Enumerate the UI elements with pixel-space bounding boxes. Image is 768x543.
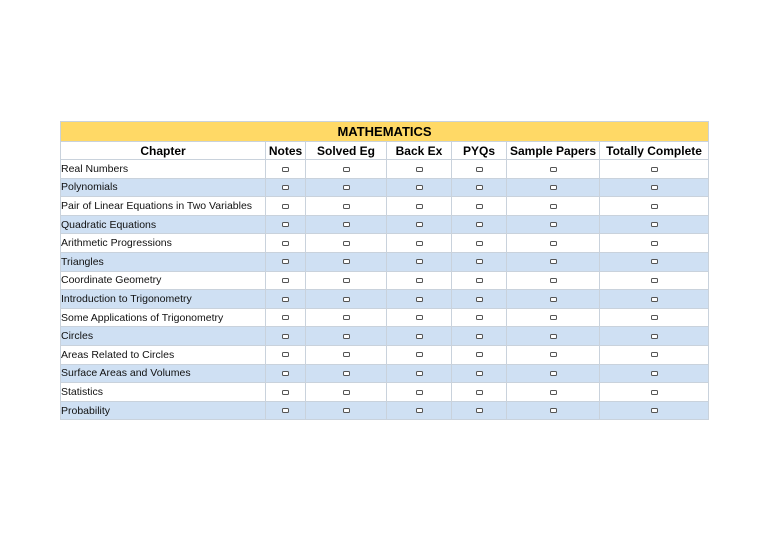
solved-eg-cell xyxy=(306,308,387,327)
totally-complete-cell xyxy=(600,178,709,197)
totally-complete-checkbox[interactable] xyxy=(651,241,658,246)
pyqs-checkbox[interactable] xyxy=(476,297,483,302)
notes-cell xyxy=(266,345,306,364)
column-header-chapter: Chapter xyxy=(61,142,266,160)
back-ex-cell xyxy=(387,327,452,346)
notes-cell xyxy=(266,290,306,309)
back-ex-checkbox[interactable] xyxy=(416,278,423,283)
totally-complete-cell xyxy=(600,401,709,420)
pyqs-checkbox[interactable] xyxy=(476,259,483,264)
column-header-sample-papers: Sample Papers xyxy=(507,142,600,160)
sample-papers-cell xyxy=(507,160,600,179)
back-ex-cell xyxy=(387,178,452,197)
table-row xyxy=(61,197,709,216)
sample-papers-cell xyxy=(507,197,600,216)
pyqs-checkbox[interactable] xyxy=(476,371,483,376)
chapter-name: Triangles xyxy=(61,252,266,271)
totally-complete-checkbox[interactable] xyxy=(651,371,658,376)
totally-complete-checkbox[interactable] xyxy=(651,222,658,227)
notes-checkbox[interactable] xyxy=(282,408,289,413)
solved-eg-checkbox[interactable] xyxy=(343,204,350,209)
notes-checkbox[interactable] xyxy=(282,315,289,320)
pyqs-cell xyxy=(452,215,507,234)
totally-complete-checkbox[interactable] xyxy=(651,167,658,172)
pyqs-cell xyxy=(452,197,507,216)
solved-eg-cell xyxy=(306,401,387,420)
back-ex-checkbox[interactable] xyxy=(416,371,423,376)
notes-cell xyxy=(266,271,306,290)
solved-eg-cell xyxy=(306,197,387,216)
back-ex-checkbox[interactable] xyxy=(416,259,423,264)
totally-complete-cell xyxy=(600,215,709,234)
pyqs-cell xyxy=(452,290,507,309)
pyqs-checkbox[interactable] xyxy=(476,315,483,320)
sample-papers-checkbox[interactable] xyxy=(550,352,557,357)
notes-cell xyxy=(266,401,306,420)
totally-complete-checkbox[interactable] xyxy=(651,278,658,283)
solved-eg-cell xyxy=(306,327,387,346)
sample-papers-checkbox[interactable] xyxy=(550,222,557,227)
notes-checkbox[interactable] xyxy=(282,241,289,246)
back-ex-cell xyxy=(387,160,452,179)
chapter-name: Pair of Linear Equations in Two Variables xyxy=(61,197,266,216)
notes-checkbox[interactable] xyxy=(282,204,289,209)
totally-complete-cell xyxy=(600,271,709,290)
back-ex-checkbox[interactable] xyxy=(416,222,423,227)
header-row xyxy=(61,142,709,160)
pyqs-checkbox[interactable] xyxy=(476,278,483,283)
sample-papers-checkbox[interactable] xyxy=(550,315,557,320)
sample-papers-checkbox[interactable] xyxy=(550,259,557,264)
pyqs-checkbox[interactable] xyxy=(476,241,483,246)
back-ex-cell xyxy=(387,383,452,402)
back-ex-checkbox[interactable] xyxy=(416,297,423,302)
pyqs-checkbox[interactable] xyxy=(476,204,483,209)
chapter-name: Surface Areas and Volumes xyxy=(61,364,266,383)
table-row xyxy=(61,327,709,346)
column-header-totally-complete: Totally Complete xyxy=(600,142,709,160)
pyqs-cell xyxy=(452,234,507,253)
sample-papers-cell xyxy=(507,215,600,234)
table-row xyxy=(61,364,709,383)
pyqs-checkbox[interactable] xyxy=(476,185,483,190)
table-row xyxy=(61,290,709,309)
back-ex-cell xyxy=(387,215,452,234)
back-ex-cell xyxy=(387,345,452,364)
back-ex-checkbox[interactable] xyxy=(416,185,423,190)
sample-papers-checkbox[interactable] xyxy=(550,204,557,209)
totally-complete-cell xyxy=(600,252,709,271)
back-ex-checkbox[interactable] xyxy=(416,408,423,413)
solved-eg-checkbox[interactable] xyxy=(343,259,350,264)
table-row xyxy=(61,160,709,179)
notes-cell xyxy=(266,383,306,402)
totally-complete-cell xyxy=(600,234,709,253)
solved-eg-checkbox[interactable] xyxy=(343,297,350,302)
notes-cell xyxy=(266,327,306,346)
pyqs-cell xyxy=(452,160,507,179)
solved-eg-checkbox[interactable] xyxy=(343,334,350,339)
totally-complete-cell xyxy=(600,364,709,383)
chapter-name: Introduction to Trigonometry xyxy=(61,290,266,309)
back-ex-cell xyxy=(387,308,452,327)
table-row xyxy=(61,401,709,420)
solved-eg-cell xyxy=(306,215,387,234)
back-ex-cell xyxy=(387,290,452,309)
table-title: MATHEMATICS xyxy=(61,122,709,142)
solved-eg-checkbox[interactable] xyxy=(343,315,350,320)
notes-checkbox[interactable] xyxy=(282,297,289,302)
notes-checkbox[interactable] xyxy=(282,371,289,376)
totally-complete-checkbox[interactable] xyxy=(651,390,658,395)
pyqs-cell xyxy=(452,401,507,420)
table-row xyxy=(61,178,709,197)
back-ex-cell xyxy=(387,252,452,271)
column-header-pyqs: PYQs xyxy=(452,142,507,160)
totally-complete-checkbox[interactable] xyxy=(651,185,658,190)
pyqs-checkbox[interactable] xyxy=(476,408,483,413)
solved-eg-cell xyxy=(306,364,387,383)
solved-eg-checkbox[interactable] xyxy=(343,352,350,357)
pyqs-cell xyxy=(452,308,507,327)
pyqs-cell xyxy=(452,252,507,271)
table-row xyxy=(61,345,709,364)
chapter-name: Circles xyxy=(61,327,266,346)
sample-papers-cell xyxy=(507,252,600,271)
totally-complete-checkbox[interactable] xyxy=(651,352,658,357)
solved-eg-checkbox[interactable] xyxy=(343,167,350,172)
chapter-name: Areas Related to Circles xyxy=(61,345,266,364)
pyqs-checkbox[interactable] xyxy=(476,222,483,227)
notes-cell xyxy=(266,160,306,179)
solved-eg-checkbox[interactable] xyxy=(343,408,350,413)
solved-eg-cell xyxy=(306,290,387,309)
sample-papers-cell xyxy=(507,364,600,383)
pyqs-cell xyxy=(452,383,507,402)
sample-papers-cell xyxy=(507,178,600,197)
sample-papers-checkbox[interactable] xyxy=(550,241,557,246)
solved-eg-checkbox[interactable] xyxy=(343,222,350,227)
totally-complete-cell xyxy=(600,327,709,346)
chapter-name: Arithmetic Progressions xyxy=(61,234,266,253)
column-header-notes: Notes xyxy=(266,142,306,160)
back-ex-checkbox[interactable] xyxy=(416,204,423,209)
pyqs-cell xyxy=(452,345,507,364)
notes-checkbox[interactable] xyxy=(282,259,289,264)
totally-complete-cell xyxy=(600,308,709,327)
table-row xyxy=(61,271,709,290)
pyqs-cell xyxy=(452,364,507,383)
notes-cell xyxy=(266,197,306,216)
notes-cell xyxy=(266,252,306,271)
notes-checkbox[interactable] xyxy=(282,334,289,339)
back-ex-checkbox[interactable] xyxy=(416,167,423,172)
sample-papers-cell xyxy=(507,234,600,253)
totally-complete-checkbox[interactable] xyxy=(651,204,658,209)
sample-papers-cell xyxy=(507,327,600,346)
solved-eg-cell xyxy=(306,345,387,364)
sample-papers-cell xyxy=(507,383,600,402)
notes-cell xyxy=(266,215,306,234)
solved-eg-checkbox[interactable] xyxy=(343,371,350,376)
table-row xyxy=(61,308,709,327)
back-ex-checkbox[interactable] xyxy=(416,241,423,246)
notes-cell xyxy=(266,178,306,197)
notes-cell xyxy=(266,364,306,383)
notes-cell xyxy=(266,308,306,327)
chapter-name: Some Applications of Trigonometry xyxy=(61,308,266,327)
chapter-name: Statistics xyxy=(61,383,266,402)
table-row xyxy=(61,383,709,402)
sample-papers-checkbox[interactable] xyxy=(550,334,557,339)
totally-complete-cell xyxy=(600,345,709,364)
pyqs-cell xyxy=(452,271,507,290)
back-ex-checkbox[interactable] xyxy=(416,390,423,395)
sample-papers-checkbox[interactable] xyxy=(550,390,557,395)
totally-complete-cell xyxy=(600,197,709,216)
column-header-back-ex: Back Ex xyxy=(387,142,452,160)
solved-eg-cell xyxy=(306,160,387,179)
sample-papers-cell xyxy=(507,271,600,290)
totally-complete-cell xyxy=(600,383,709,402)
back-ex-cell xyxy=(387,401,452,420)
chapter-name: Probability xyxy=(61,401,266,420)
solved-eg-cell xyxy=(306,234,387,253)
back-ex-checkbox[interactable] xyxy=(416,352,423,357)
sample-papers-checkbox[interactable] xyxy=(550,408,557,413)
totally-complete-cell xyxy=(600,290,709,309)
pyqs-checkbox[interactable] xyxy=(476,352,483,357)
pyqs-cell xyxy=(452,327,507,346)
totally-complete-cell xyxy=(600,160,709,179)
sample-papers-cell xyxy=(507,345,600,364)
sample-papers-checkbox[interactable] xyxy=(550,371,557,376)
sample-papers-checkbox[interactable] xyxy=(550,185,557,190)
sample-papers-cell xyxy=(507,308,600,327)
solved-eg-checkbox[interactable] xyxy=(343,390,350,395)
solved-eg-checkbox[interactable] xyxy=(343,241,350,246)
back-ex-checkbox[interactable] xyxy=(416,334,423,339)
notes-checkbox[interactable] xyxy=(282,222,289,227)
totally-complete-checkbox[interactable] xyxy=(651,315,658,320)
solved-eg-cell xyxy=(306,178,387,197)
chapter-name: Coordinate Geometry xyxy=(61,271,266,290)
pyqs-cell xyxy=(452,178,507,197)
back-ex-checkbox[interactable] xyxy=(416,315,423,320)
totally-complete-checkbox[interactable] xyxy=(651,297,658,302)
solved-eg-checkbox[interactable] xyxy=(343,185,350,190)
table-row xyxy=(61,215,709,234)
notes-checkbox[interactable] xyxy=(282,278,289,283)
pyqs-checkbox[interactable] xyxy=(476,334,483,339)
chapter-name: Polynomials xyxy=(61,178,266,197)
solved-eg-cell xyxy=(306,252,387,271)
notes-checkbox[interactable] xyxy=(282,390,289,395)
totally-complete-checkbox[interactable] xyxy=(651,259,658,264)
solved-eg-checkbox[interactable] xyxy=(343,278,350,283)
notes-cell xyxy=(266,234,306,253)
sample-papers-cell xyxy=(507,290,600,309)
mathematics-tracker-table xyxy=(60,121,709,420)
column-header-solved-eg: Solved Eg xyxy=(306,142,387,160)
totally-complete-checkbox[interactable] xyxy=(651,334,658,339)
table-row xyxy=(61,252,709,271)
notes-checkbox[interactable] xyxy=(282,352,289,357)
pyqs-checkbox[interactable] xyxy=(476,390,483,395)
sample-papers-checkbox[interactable] xyxy=(550,297,557,302)
back-ex-cell xyxy=(387,197,452,216)
back-ex-cell xyxy=(387,271,452,290)
pyqs-checkbox[interactable] xyxy=(476,167,483,172)
sample-papers-checkbox[interactable] xyxy=(550,167,557,172)
notes-checkbox[interactable] xyxy=(282,167,289,172)
solved-eg-cell xyxy=(306,271,387,290)
notes-checkbox[interactable] xyxy=(282,185,289,190)
chapter-name: Quadratic Equations xyxy=(61,215,266,234)
totally-complete-checkbox[interactable] xyxy=(651,408,658,413)
sample-papers-cell xyxy=(507,401,600,420)
back-ex-cell xyxy=(387,234,452,253)
chapter-name: Real Numbers xyxy=(61,160,266,179)
sample-papers-checkbox[interactable] xyxy=(550,278,557,283)
solved-eg-cell xyxy=(306,383,387,402)
table-row xyxy=(61,234,709,253)
back-ex-cell xyxy=(387,364,452,383)
